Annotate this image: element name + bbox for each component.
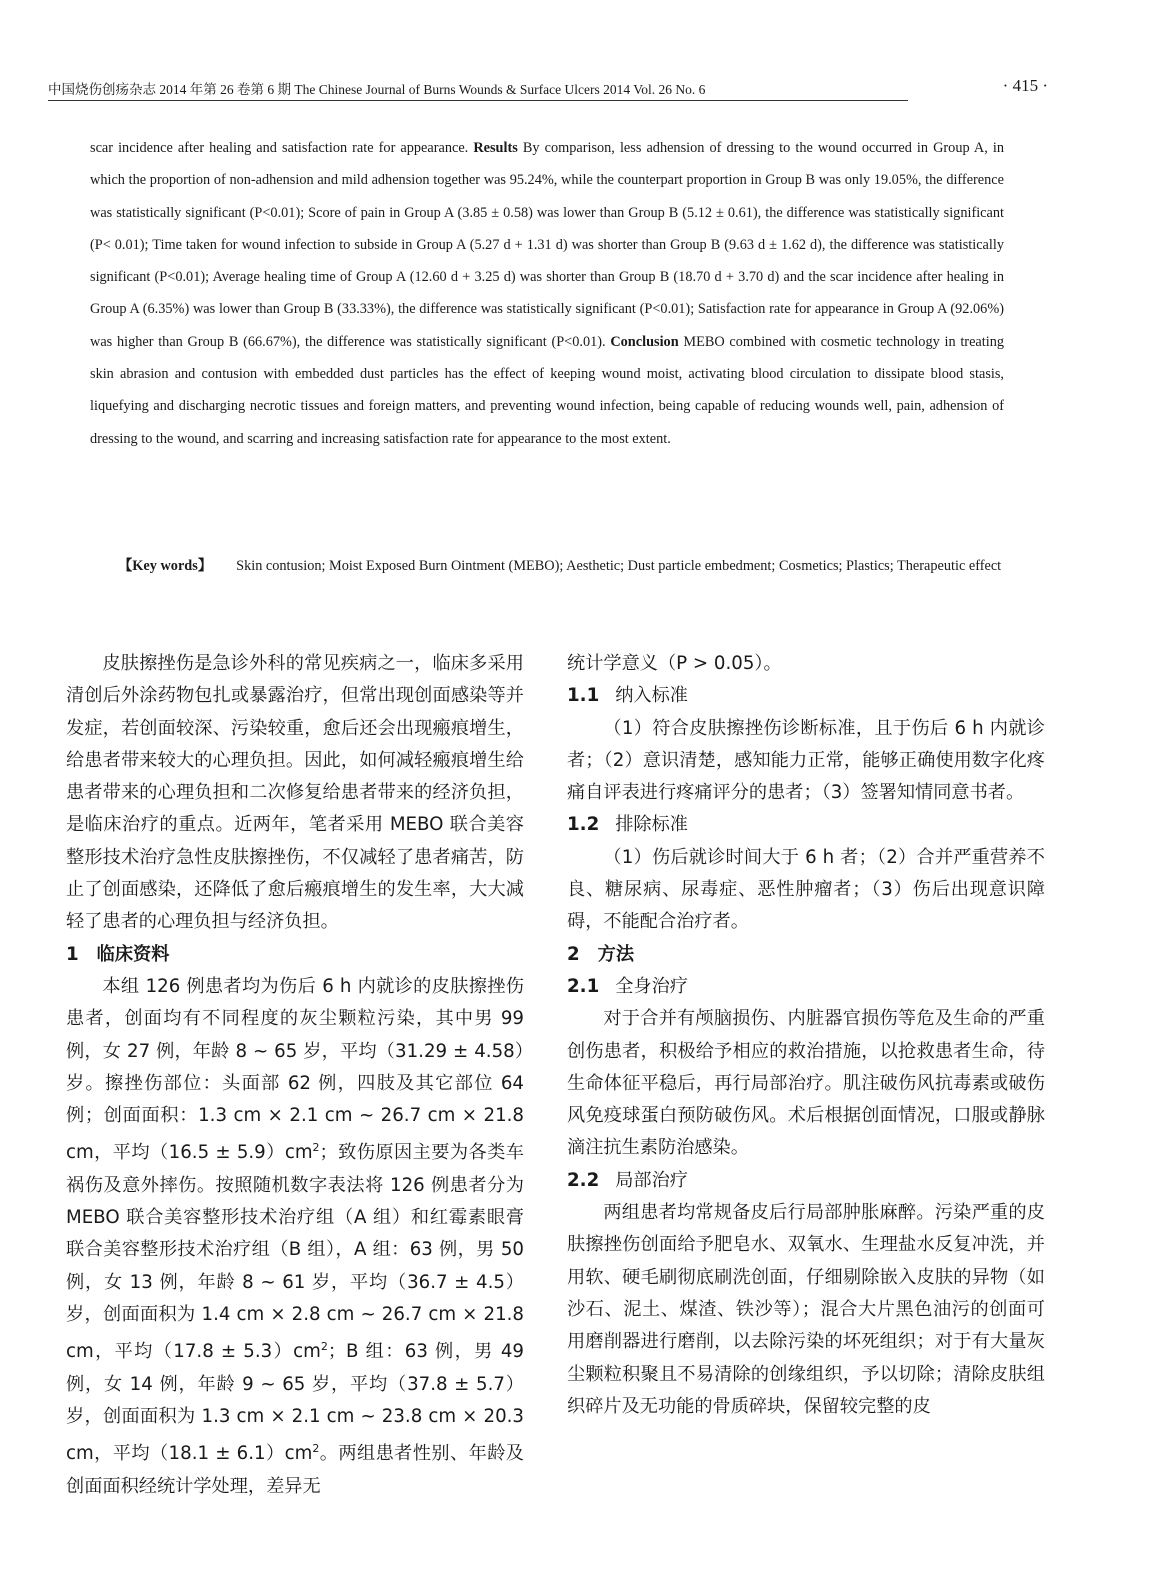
section-2-1-number: 2.1 <box>567 975 600 997</box>
section-1-title: 临床资料 <box>96 943 170 965</box>
section-2-title: 方法 <box>597 943 635 965</box>
abstract-text-a: scar incidence after healing and satisfaction rate for appearance. <box>90 140 474 156</box>
journal-citation: 中国烧伤创疡杂志 2014 年第 26 卷第 6 期 The Chinese Journal of Burns Wounds & Surface Ulcers 2014 Vol. 26 No. 6 <box>48 82 706 97</box>
section-2-2-heading <box>567 1165 1045 1197</box>
superscript-2: 2 <box>320 1340 328 1354</box>
section-1-2-title: 排除标准 <box>615 814 688 836</box>
section-1-1-number: 1.1 <box>567 685 600 707</box>
keywords <box>90 550 1004 582</box>
section-2-2-number: 2.2 <box>567 1169 600 1191</box>
section-2-1-heading <box>567 971 1045 1003</box>
section-2-1-paragraph: 对于合并有颅脑损伤、内脏器官损伤等危及生命的严重创伤患者，积极给予相应的救治措施，以抢救患者生命，待生命体征平稳后，再行局部治疗。肌注破伤风抗毒素或破伤风免疫球蛋白预防破伤风。术后根据创面情况，口服或静脉滴注抗生素防治感染。 <box>567 1008 1045 1159</box>
section-1-number: 1 <box>66 943 79 965</box>
section-2-heading <box>567 939 1045 971</box>
abstract-text-c: MEBO combined with cosmetic technology in treating skin abrasion and contusion with embedded dust particles has the effect of keeping wound moist, activating blood circulation to dissipate blood stasis, liquefying and discharging necrotic tissues and foreign matters, and preventing wound infection, being capable of reducing wounds well, pain, adhension of dressing to the wound, and scarring and increasing satisfaction rate for appearance to the most extent. <box>90 333 1004 447</box>
section-2-1-title: 全身治疗 <box>615 975 688 997</box>
section-2-number: 2 <box>567 943 580 965</box>
continued-text: 统计学意义（P > 0.05）。 <box>567 653 782 674</box>
section-2-2-paragraph: 两组患者均常规备皮后行局部肿胀麻醉。污染严重的皮肤擦挫伤创面给予肥皂水、双氧水、生理盐水反复冲洗，并用软、硬毛刷彻底刷洗创面，仔细剔除嵌入皮肤的异物（如沙石、泥土、煤渣、铁沙等）；混合大片黑色油污的创面可用磨削器进行磨削，以去除污染的坏死组织；对于有大量灰尘颗粒积聚且不易清除的创缘组织，予以切除；清除皮肤组织碎片及无功能的骨质碎块，保留较完整的皮 <box>567 1202 1045 1417</box>
english-abstract <box>90 132 1004 455</box>
section-1-1-paragraph: （1）符合皮肤擦挫伤诊断标准，且于伤后 6 h 内就诊者；（2）意识清楚，感知能力正常，能够正确使用数字化疼痛自评表进行疼痛评分的患者；（3）签署知情同意书者。 <box>567 717 1045 804</box>
section-1-text-b: ；致伤原因主要为各类车祸伤及意外摔伤。按照随机数字表法将 126 例患者分为 MEBO 联合美容整形技术治疗组（A 组）和红霉素眼膏联合美容整形技术治疗组（B 组），A 组：63 例，男 50 例，女 13 例，年龄 8 ~ 61 岁，平均（36.7 ± 4.5）岁，创面面积为 1.4 cm × 2.8 cm ~ 26.7 cm × 21.8 cm，平均（17.8 ± 5.3）cm <box>66 1142 524 1363</box>
running-header <box>48 78 1048 104</box>
section-2-2-title: 局部治疗 <box>615 1169 688 1191</box>
page-number: · 415 · <box>1002 76 1048 95</box>
superscript-2: 2 <box>312 1141 320 1155</box>
results-label: Results <box>473 140 518 156</box>
section-1-2-number: 1.2 <box>567 814 600 836</box>
section-1-heading <box>66 939 524 971</box>
abstract-text-b: By comparison, less adhension of dressing to the wound occurred in Group A, in which the proportion of non-adhension and mild adhension together was 95.24%, while the counterpart proportion in Group B was only 19.05%, the difference was statistically significant (P<0.01); Score of pain in Group A (3.85 ± 0.58) was lower than Group B (5.12 ± 0.61), the difference was statistically significant (P< 0.01); Time taken for wound infection to subside in Group A (5.27 d + 1.31 d) was shorter than Group B (9.63 d ± 1.62 d), the difference was statistically significant (P<0.01); Average healing time of Group A (12.60 d + 3.25 d) was shorter than Group B (18.70 d + 3.70 d) and the scar incidence after healing in Group A (6.35%) was lower than Group B (33.33%), the difference was statistically significant (P<0.01); Satisfaction rate for appearance in Group A (92.06%) was higher than Group B (66.67%), the difference was statistically significant (P<0.01). <box>90 140 1004 350</box>
keywords-label: 【Key words】 <box>118 558 213 574</box>
section-1-paragraph <box>66 971 524 1503</box>
section-1-text-c: ；B 组：63 例，男 49 例，女 14 例，年龄 9 ~ 65 岁，平均（37.8 ± 5.7）岁，创面面积为 1.3 cm × 2.1 cm ~ 23.8 cm × 20.3 cm，平均（18.1 ± 6.1）cm <box>66 1341 524 1465</box>
header-rule <box>48 100 908 101</box>
superscript-2: 2 <box>312 1442 320 1456</box>
conclusion-label: Conclusion <box>610 333 679 350</box>
intro-paragraph: 皮肤擦挫伤是急诊外科的常见疾病之一，临床多采用清创后外涂药物包扎或暴露治疗，但常出现创面感染等并发症，若创面较深、污染较重，愈后还会出现瘢痕增生，给患者带来较大的心理负担。因此，如何减轻瘢痕增生给患者带来的心理负担和二次修复给患者带来的经济负担，是临床治疗的重点。近两年，笔者采用 MEBO 联合美容整形技术治疗急性皮肤擦挫伤，不仅减轻了患者痛苦，防止了创面感染，还降低了愈后瘢痕增生的发生率，大大减轻了患者的心理负担与经济负担。 <box>66 653 524 933</box>
section-1-2-heading <box>567 809 1045 841</box>
section-1-1-title: 纳入标准 <box>615 685 688 707</box>
body-column-left <box>66 648 524 1503</box>
section-1-1-heading <box>567 680 1045 712</box>
section-1-text-d: 。两组患者性别、年龄及创面面积经统计学处理，差异无 <box>66 1443 524 1497</box>
section-1-text-a: 本组 126 例患者均为伤后 6 h 内就诊的皮肤擦挫伤患者，创面均有不同程度的灰尘颗粒污染，其中男 99 例，女 27 例，年龄 8 ~ 65 岁，平均（31.29 ± 4.58）岁。擦挫伤部位：头面部 62 例，四肢及其它部位 64 例；创面面积：1.3 cm × 2.1 cm ~ 26.7 cm × 21.8 cm，平均（16.5 ± 5.9）cm <box>66 975 524 1164</box>
keywords-text: Skin contusion; Moist Exposed Burn Ointment (MEBO); Aesthetic; Dust particle embedment; Cosmetics; Plastics; Therapeutic effect <box>236 558 1002 574</box>
body-column-right <box>567 648 1045 1423</box>
section-1-2-paragraph: （1）伤后就诊时间大于 6 h 者；（2）合并严重营养不良、糖尿病、尿毒症、恶性肿瘤者；（3）伤后出现意识障碍，不能配合治疗者。 <box>567 846 1045 933</box>
